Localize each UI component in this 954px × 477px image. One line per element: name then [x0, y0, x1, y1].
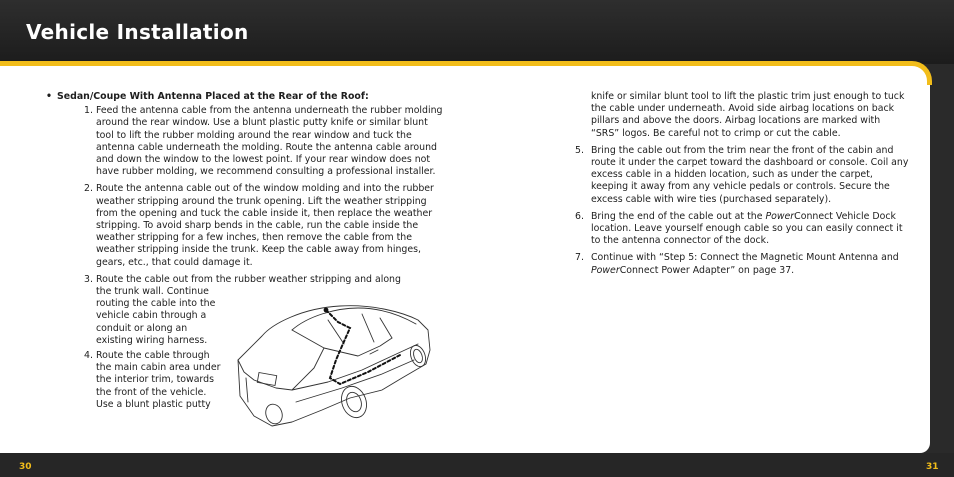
step-number: 6. — [575, 210, 584, 222]
step-number: 2. — [84, 183, 93, 195]
step-number: 7. — [575, 252, 584, 264]
step-2 — [46, 183, 446, 268]
step-text: Feed the antenna cable from the antenna underneath the rubber molding around the rear window. Use a blunt plastic putty knife or similar blunt tool to lift the rubber molding around the rear window and tuck the antenna cable underneath the molding. Route the antenna cable around and down the window to the lowest point. If your rear window does not have rubber molding, we recommend consulting a professional installer. — [96, 105, 443, 178]
step-text: knife or similar blunt tool to lift the plastic trim just enough to tuck the cable under underneath. Avoid side airbag locations on back pillars and above the doors. Airbag locations are marked with “SRS” logos. Be careful not to crimp or cut the cable. — [591, 91, 905, 139]
step-number: 3. — [84, 273, 93, 285]
brand-text: Power — [591, 264, 620, 276]
step-text: Route the cable through the main cabin area under the interior trim, towards the front of the vehicle. Use a blunt plastic putty — [96, 350, 221, 410]
car-cable-route-icon — [232, 298, 434, 428]
step-5 — [575, 145, 910, 206]
step-text-b: Connect Vehicle Dock location. Leave yourself enough cable so you can easily connect it to the antenna connector of the dock. — [591, 210, 903, 247]
step-text-b: Connect Power Adapter” on page 37. — [619, 264, 795, 276]
step-text-a: Bring the end of the cable out at the — [591, 210, 766, 222]
step-text: Bring the cable out from the trim near the front of the cabin and route it under the carpet toward the dashboard or console. Coil any excess cable in a hidden location, such as under the carpet, keeping it away from any vehicle pedals or controls. Secure the excess cable with wire ties (purchased separately). — [591, 144, 909, 205]
brand-text: Power — [765, 210, 795, 222]
step-text: Route the antenna cable out of the window molding and into the rubber weather stripping around the trunk opening. Lift the weather stripping from the opening and tuck the cable inside it, then replace the weather stripping. To avoid sharp bends in the cable, run the cable inside the weather stripping for a few inches, then remove the cable from the weather stripping inside the trunk. Keep the cable away from hinges, gears, etc., that could damage it. — [96, 183, 434, 268]
step-7 — [575, 252, 910, 276]
step-6 — [575, 211, 910, 248]
step-4-continued — [575, 91, 910, 140]
bullet-heading: • Sedan/Coupe With Antenna Placed at the Rear of the Roof: — [46, 91, 369, 102]
page-title: Vehicle Installation — [26, 20, 249, 44]
step-text: the trunk wall. Continue routing the cable into the vehicle cabin through a conduit or along an existing wiring harness. — [96, 286, 216, 346]
step-number: 5. — [575, 144, 584, 156]
footer-bar — [0, 453, 954, 477]
step-1 — [46, 105, 446, 178]
page-number-right: 31 — [926, 462, 939, 472]
step-number: 4. — [84, 350, 93, 362]
step-text-a: Continue with “Step 5: Connect the Magnetic Mount Antenna and — [591, 252, 899, 264]
step-number: 1. — [84, 105, 93, 117]
accent-rule — [0, 61, 954, 67]
page-number-left: 30 — [19, 462, 32, 472]
right-column — [575, 91, 910, 282]
step-text-first-line: Route the cable out from the rubber weather stripping and along — [96, 273, 401, 285]
